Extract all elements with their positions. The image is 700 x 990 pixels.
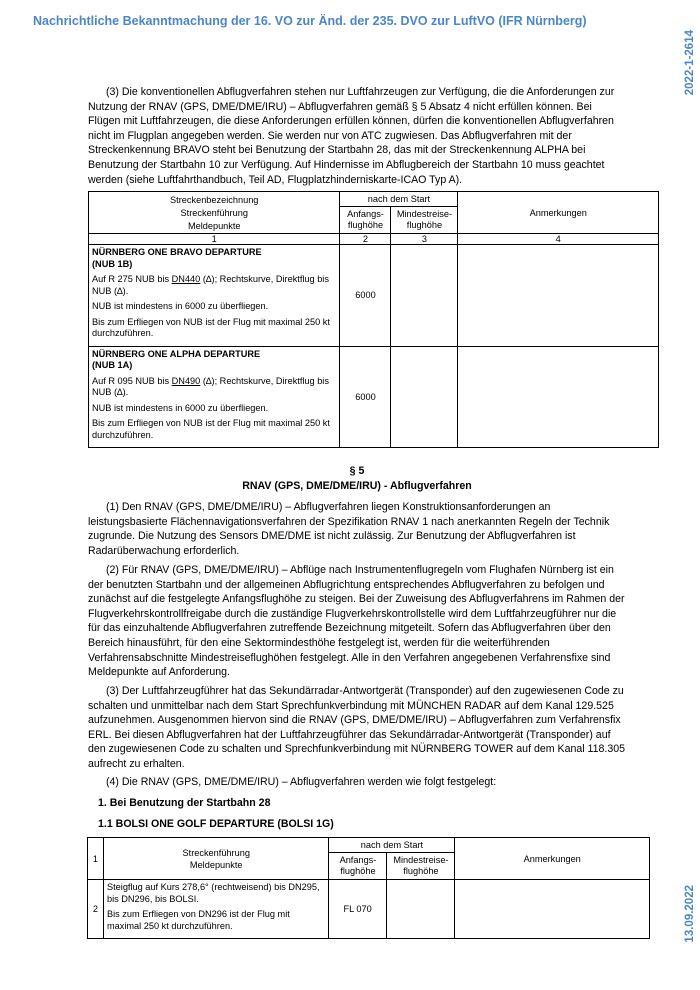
header-reporting-points: Meldepunkte [187, 220, 241, 231]
speed-note: Bis zum Erfliegen von NUB ist der Flug mit maximal 250 kt durchzuführen. [92, 418, 330, 440]
remarks-cell [455, 880, 650, 939]
fix-link: DN490 [171, 375, 201, 386]
procedure-code: (NUB 1A) [92, 360, 133, 370]
table-row [88, 880, 650, 939]
min-altitude-cell [391, 245, 458, 347]
min-altitude-cell [387, 880, 455, 939]
section5-paragraph-3: (3) Der Luftfahrzeugführer hat das Sekundärradar-Antwortgerät (Transponder) auf den zugewiesenen Code zu schalten und unmittelbar nach dem Start Sprechfunkverbindung mit MÜNCHEN RADAR auf dem Kanal 129.525 aufzunehmen. Ausgenommen hiervon sind die RNAV (GPS, DME/DME/IRU) – Abflugverfahren zum Verfahrensfix ERL. Bei diesen Abflugverfahren hat der Luftfahrzeugführer das Sekundärradar-Antwortgerät (Transponder) auf den zugewiesenen Code zu schalten und Sprechfunkverbindung mit NÜRNBERG TOWER auf dem Kanal 118.305 aufrecht zu erhalten. [88, 685, 626, 770]
initial-altitude-cell: FL 070 [329, 880, 387, 939]
conventional-departures-table [88, 191, 659, 448]
header-min-altitude: Mindestreise-flughöhe [387, 853, 455, 880]
route-text: (∆); Rechtskurve, Direktflug bis NUB (∆). [92, 375, 329, 397]
paragraph-3: (3) Die konventionellen Abflugverfahren stehen nur Luftfahrzeugen zur Verfügung, die die Anforderungen zur Nutzung der RNAV (GPS, DME/DME/IRU) – Abflugverfahren gemäß § 5 Absatz 4 nicht erfüllen können. Bei Flügen mit Luftfahrzeugen, die diese Anforderungen erfüllen können, dürfen die konventionellen Abflugverfahren nicht im Flugplan angegeben werden. Sie werden nur von ATC zugwiesen. Das Abflugverfahren mit der Streckenkennung BRAVO steht bei Benutzung der Startbahn 28, das mit der Streckenkennung ALPHA bei Benutzung der Startbahn 10 zur Verfügung. Auf Hindernisse im Abflugbereich der Startbahn 10 muss geachtet werden (siehe Luftfahrthandbuch, Teil AD, Flugplatzhinderniskarte-ICAO Typ A). [88, 86, 615, 186]
table-row [89, 346, 659, 448]
initial-altitude-cell: 6000 [340, 346, 391, 448]
table-row [89, 245, 659, 347]
header-remarks: Anmerkungen [458, 192, 659, 234]
heading-runway-28: 1. Bei Benutzung der Startbahn 28 [98, 797, 271, 809]
section5-paragraph-1: (1) Den RNAV (GPS, DME/DME/IRU) – Abflugverfahren liegen Konstruktionsanforderungen an leistungsbasierte Flächennavigationsverfahren der Spezifikation RNAV 1 nach anerkannten Regeln der Technik zugrunde. Die Nutzung des Sensors DME/DME ist nicht zulässig. Zur Benutzung der Abflugverfahren ist Radarüberwachung erforderlich. [88, 501, 610, 557]
header-route-path: Streckenführung [180, 207, 248, 218]
col-number-1: 1 [89, 234, 340, 245]
header-min-altitude: Mindestreise-flughöhe [391, 207, 458, 234]
route-cell [89, 245, 340, 347]
route-text: (∆); Rechtskurve, Direktflug bis NUB (∆). [92, 274, 329, 296]
altitude-note: NUB ist mindestens in 6000 zu überfliegen. [92, 402, 269, 413]
procedure-title: NÜRNBERG ONE BRAVO DEPARTURE [92, 247, 262, 257]
col-number-3: 3 [391, 234, 458, 245]
header-after-start: nach dem Start [329, 838, 455, 853]
section5-paragraph-2: (2) Für RNAV (GPS, DME/DME/IRU) – Abflüge nach Instrumentenflugregeln vom Flughafen Nürnberg ist ein der benutzten Startbahn und der allgemeinen Abflugrichtung entsprechendes Abflugverfahren zu befolgen und zunächst auf die festgelegte Anfangsflughöhe zu steigen. Bei der Zuweisung des Abflugverfahrens im Rahmen der Flugverkehrskontrollfreigabe durch die zuständige Flugverkehrskontrollstelle wird dem Luftfahrzeugführer nur die für das einzuhaltende Abflugverfahren zutreffende Bezeichnung mitgeteilt. Sofern das Abflugverfahren über den Bereich hinausführt, für den eine Sektormindesthöhe festgelegt ist, werden für die weiterführenden Verfahrensabschnitte Mindestreiseflughöhen festgelegt. Alle in den Verfahren angegebenen Verfahrensfixe sind Meldepunkte auf Anforderung. [88, 564, 625, 679]
route-cell [103, 880, 329, 939]
header-route [89, 192, 340, 234]
fix-link: DN440 [171, 274, 201, 284]
section-title: RNAV (GPS, DME/DME/IRU) - Abflugverfahren [242, 480, 472, 492]
header-initial-altitude: Anfangs-flughöhe [329, 853, 387, 880]
speed-note: Bis zum Erfliegen von DN296 ist der Flug mit maximal 250 kt durchzuführen. [106, 909, 290, 931]
header-route-path: Streckenführung [182, 847, 250, 858]
row-number-header: 1 [88, 838, 104, 880]
heading-bolsi-1g: 1.1 BOLSI ONE GOLF DEPARTURE (BOLSI 1G) [98, 818, 334, 830]
document-number: 2022-1-2614 [684, 30, 696, 96]
header-after-start: nach dem Start [340, 192, 458, 207]
procedure-code: (NUB 1B) [92, 258, 133, 269]
col-number-2: 2 [340, 234, 391, 245]
remarks-cell [458, 245, 659, 347]
initial-altitude-cell: 6000 [340, 245, 391, 347]
row-number: 2 [88, 880, 104, 939]
document-header: Nachrichtliche Bekanntmachung der 16. VO zur Änd. der 235. DVO zur LuftVO (IFR Nürnberg) [33, 14, 587, 28]
header-route [103, 838, 329, 880]
route-text: Auf R 095 NUB bis [92, 375, 172, 386]
bolsi-departure-table [87, 837, 650, 939]
speed-note: Bis zum Erfliegen von NUB ist der Flug mit maximal 250 kt durchzuführen. [92, 316, 330, 338]
header-remarks: Anmerkungen [455, 838, 650, 880]
section5-paragraph-4: (4) Die RNAV (GPS, DME/DME/IRU) – Abflugverfahren werden wie folgt festgelegt: [106, 776, 497, 788]
route-cell [89, 346, 340, 448]
min-altitude-cell [391, 346, 458, 448]
section-number: § 5 [349, 465, 365, 477]
header-route-name: Streckenbezeichnung [170, 194, 259, 205]
col-number-4: 4 [458, 234, 659, 245]
route-text: Steigflug auf Kurs 278,6° (rechtweisend) bis DN295, bis DN296, bis BOLSI. [106, 882, 320, 904]
header-reporting-points: Meldepunkte [189, 859, 243, 870]
altitude-note: NUB ist mindestens in 6000 zu überfliegen. [92, 301, 269, 311]
header-initial-altitude: Anfangs-flughöhe [340, 207, 391, 234]
remarks-cell [458, 346, 659, 448]
procedure-title: NÜRNBERG ONE ALPHA DEPARTURE [92, 348, 261, 359]
document-date: 13.09.2022 [684, 885, 696, 943]
route-text: Auf R 275 NUB bis [92, 274, 172, 284]
